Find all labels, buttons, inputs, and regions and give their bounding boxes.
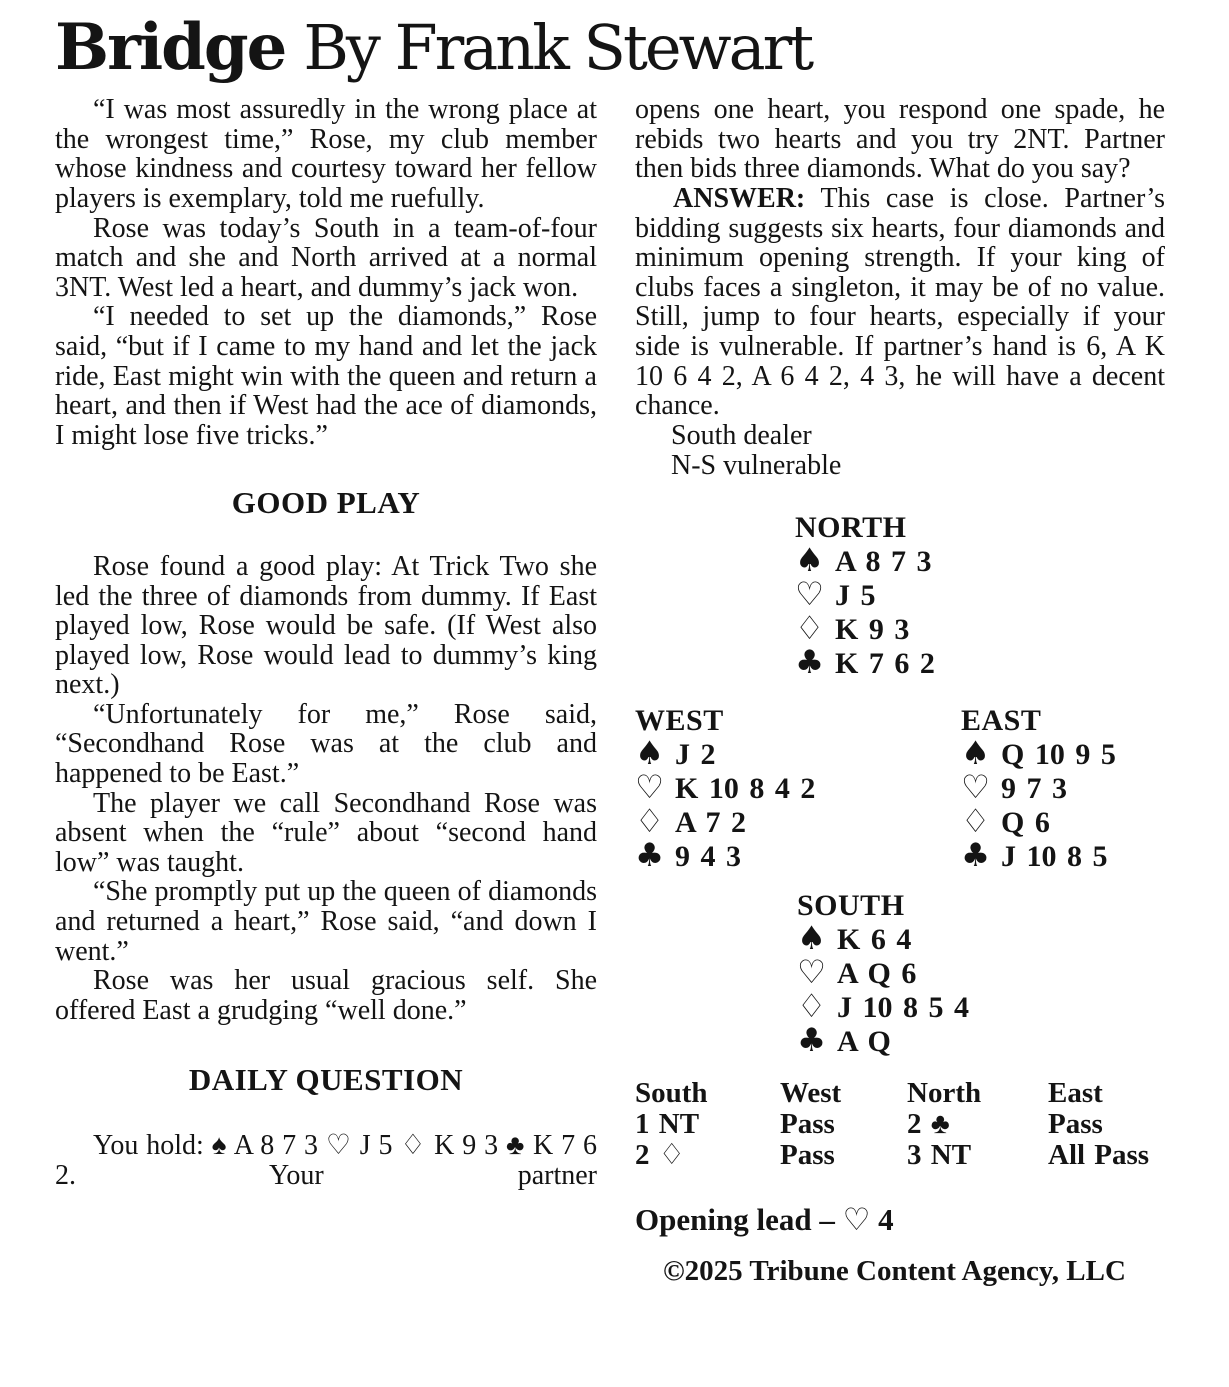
north-clubs-cards: K 7 6 2 (835, 646, 935, 680)
answer-paragraph (635, 184, 1165, 421)
west-clubs-cards: 9 4 3 (675, 839, 741, 873)
south-hand (797, 889, 1165, 1058)
heart-icon: ♡ (795, 574, 825, 613)
north-hand-label: NORTH (795, 510, 907, 544)
article-paragraph: Rose was her usual gracious self. She offered East a grudging “well done.” (55, 965, 597, 1026)
diamond-icon: ♢ (795, 608, 825, 647)
east-hearts-row (961, 767, 1165, 806)
diamond-icon: ♢ (635, 801, 665, 840)
south-diamonds-row (797, 986, 1165, 1025)
west-hand (635, 704, 961, 873)
east-diamonds-cards: Q 6 (1001, 805, 1050, 839)
answer-label: ANSWER: (673, 182, 806, 214)
masthead (55, 10, 1165, 85)
heart-icon: ♡ (797, 952, 827, 991)
bid-south-2: 2 ♢ (635, 1138, 685, 1171)
article-paragraph: “I was most assuredly in the wrong place at the wrongest time,” Rose, my club member whose kindness and courtesy toward her fellow players is exemplary, told me ruefully. (55, 94, 597, 214)
east-spades-cards: Q 10 9 5 (1001, 737, 1116, 771)
bidding-table (635, 1078, 1165, 1171)
diamond-icon: ♢ (797, 986, 827, 1025)
east-hand-label: EAST (961, 703, 1042, 737)
north-hand (795, 511, 1165, 680)
bidding-header-west: West (780, 1076, 842, 1109)
opening-lead-line: Opening lead – ♡ 4 (635, 1201, 894, 1237)
north-clubs-row (795, 642, 1165, 681)
east-clubs-row (961, 835, 1165, 874)
east-hand (961, 704, 1165, 873)
north-diamonds-cards: K 9 3 (835, 612, 910, 646)
author-byline: By Frank Stewart (303, 11, 812, 84)
deal-diagram (635, 511, 1165, 1287)
north-spades-row (795, 540, 1165, 579)
club-icon: ♣ (635, 835, 665, 874)
west-east-row (635, 704, 1165, 873)
article-paragraph: “I needed to set up the diamonds,” Rose said, “but if I came to my hand and let the jack ride, East might win with the queen and return a heart, and then if West had the ace of diamonds, I might lose five tricks.” (55, 301, 597, 451)
bid-north-1: 2 ♣ (907, 1107, 950, 1140)
question-continued-paragraph: opens one heart, you respond one spade, he rebids two hearts and you try 2NT. Partner then bids three diamonds. What do you say? (635, 94, 1165, 185)
article-paragraph: Rose found a good play: At Trick Two she led the three of diamonds from dummy. If East played low, Rose would be safe. (If West also played low, Rose would lead to dummy’s king next.) (55, 550, 597, 701)
west-spades-cards: J 2 (675, 737, 716, 771)
west-diamonds-cards: A 7 2 (675, 805, 747, 839)
article-paragraph: “Unfortunately for me,” Rose said, “Secondhand Rose was at the club and happened to be East.” (55, 698, 597, 790)
south-hearts-row (797, 952, 1165, 991)
heart-icon: ♡ (635, 767, 665, 806)
article-columns (55, 95, 1165, 1287)
bid-south-1: 1 NT (635, 1107, 700, 1140)
spade-icon: ♠ (795, 540, 825, 579)
diamond-icon: ♢ (961, 801, 991, 840)
column-title: Bridge (55, 10, 286, 85)
bid-west-1: Pass (780, 1107, 835, 1140)
daily-question-heading: DAILY QUESTION (188, 1062, 464, 1098)
north-spades-cards: A 8 7 3 (835, 544, 932, 578)
spade-icon: ♠ (961, 733, 991, 772)
west-hand-label: WEST (635, 703, 724, 737)
article-paragraph: Rose was today’s South in a team-of-four match and she and North arrived at a normal 3NT. West led a heart, and dummy’s jack won. (55, 212, 597, 303)
dealer-line: South dealer (671, 419, 812, 451)
left-column (55, 95, 597, 1287)
club-icon: ♣ (961, 835, 991, 874)
west-hearts-row (635, 767, 961, 806)
south-hearts-cards: A Q 6 (837, 956, 917, 990)
west-clubs-row (635, 835, 961, 874)
west-diamonds-row (635, 801, 961, 840)
south-clubs-cards: A Q (837, 1024, 891, 1058)
spade-icon: ♠ (797, 918, 827, 957)
west-hearts-cards: K 10 8 4 2 (675, 771, 816, 805)
bidding-header-north: North (907, 1076, 982, 1109)
bid-east-2: All Pass (1048, 1138, 1150, 1171)
east-clubs-cards: J 10 8 5 (1001, 839, 1108, 873)
north-hearts-row (795, 574, 1165, 613)
south-hand-label: SOUTH (797, 888, 905, 922)
south-spades-cards: K 6 4 (837, 922, 912, 956)
club-icon: ♣ (797, 1020, 827, 1059)
answer-text: This case is close. Partner’s bidding suggests six hearts, four diamonds and minimum opening strength. If your king of clubs faces a singleton, it may be of no value. Still, jump to four hearts, especially if your side is vulnerable. If partner’s hand is 6, A K 10 6 4 2, A 6 4 2, 4 3, he will have a decent chance. (635, 182, 1165, 422)
north-diamonds-row (795, 608, 1165, 647)
bid-west-2: Pass (780, 1138, 835, 1171)
copyright-line: ©2025 Tribune Content Agency, LLC (663, 1254, 1126, 1287)
south-spades-row (797, 918, 1165, 957)
article-paragraph: The player we call Secondhand Rose was absent when the “rule” about “second hand low” was taught. (55, 787, 597, 878)
you-hold-paragraph: You hold: ♠ A 8 7 3 ♡ J 5 ♢ K 9 3 ♣ K 7 6 2. Your partner (55, 1130, 597, 1191)
vulnerability-line: N-S vulnerable (671, 449, 842, 481)
east-spades-row (961, 733, 1165, 772)
north-hearts-cards: J 5 (835, 578, 876, 612)
west-spades-row (635, 733, 961, 772)
south-clubs-row (797, 1020, 1165, 1059)
bid-east-1: Pass (1048, 1107, 1103, 1140)
heart-icon: ♡ (961, 767, 991, 806)
right-column (635, 95, 1165, 1287)
article-paragraph: “She promptly put up the queen of diamonds and returned a heart,” Rose said, “and down I went.” (55, 876, 597, 967)
spade-icon: ♠ (635, 733, 665, 772)
club-icon: ♣ (795, 642, 825, 681)
bid-north-2: 3 NT (907, 1138, 972, 1171)
east-hearts-cards: 9 7 3 (1001, 771, 1067, 805)
bidding-header-south: South (635, 1076, 708, 1109)
east-diamonds-row (961, 801, 1165, 840)
good-play-heading: GOOD PLAY (231, 485, 421, 521)
south-diamonds-cards: J 10 8 5 4 (837, 990, 969, 1024)
bidding-header-east: East (1048, 1076, 1103, 1109)
